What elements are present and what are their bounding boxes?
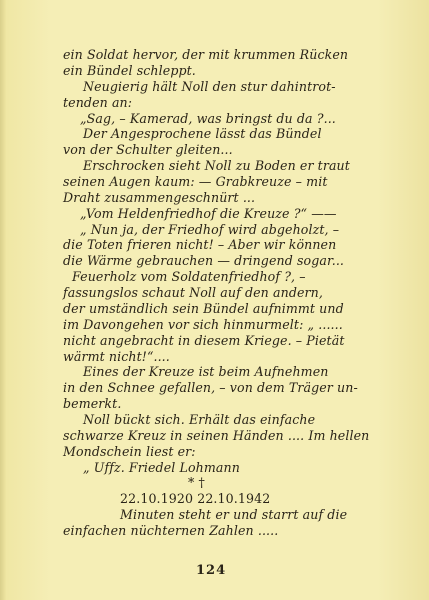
text-line-4: tenden an: — [63, 94, 133, 110]
text-line-25: schwarze Kreuz in seinen Händen .... Im hellen — [63, 427, 370, 443]
text-line-18: im Davongehen vor sich hinmurmelt: „ ...... — [63, 316, 343, 332]
text-line-13: die Toten frieren nicht! – Aber wir können — [63, 237, 337, 253]
text-line-31: einfachen nüchternen Zahlen ..... — [63, 523, 279, 538]
text-line-14: die Wärme gebrauchen — dringend sogar... — [63, 253, 345, 269]
text-line-1: ein Soldat hervor, der mit krummen Rücken — [63, 47, 349, 62]
text-line-24: Noll bückt sich. Erhält das einfache — [83, 411, 316, 427]
text-line-17: der umständlich sein Bündel aufnimmt und — [63, 300, 344, 316]
page-spine-shadow — [0, 0, 6, 600]
text-line-28: * † — [188, 475, 205, 491]
text-line-19: nicht angebracht in diesem Kriege. – Pietät — [63, 332, 345, 348]
text-line-20: wärmt nicht!“.... — [63, 348, 170, 364]
text-line-22: in den Schnee gefallen, – von dem Träger un- — [63, 380, 358, 396]
text-line-11: „Vom Heldenfriedhof die Kreuze ?“ —— — [80, 205, 337, 221]
text-line-30: Minuten steht er und starrt auf die — [120, 507, 348, 523]
text-line-9: seinen Augen kaum: — Grabkreuze – mit — [63, 173, 328, 189]
text-line-3: Neugierig hält Noll den stur dahintrot- — [83, 78, 336, 94]
text-line-23: bemerkt. — [63, 396, 122, 412]
text-line-29: 22.10.1920 22.10.1942 — [120, 491, 271, 507]
text-line-27: „ Uffz. Friedel Lohmann — [83, 459, 240, 475]
page-number: 124 — [196, 563, 227, 578]
text-line-16: fassungslos schaut Noll auf den andern, — [63, 285, 323, 300]
text-line-15: Feuerholz vom Soldatenfriedhof ?, – — [72, 269, 306, 285]
text-line-26: Mondschein liest er: — [63, 443, 196, 459]
text-line-2: ein Bündel schleppt. — [63, 62, 196, 78]
text-line-7: von der Schulter gleiten... — [63, 142, 233, 158]
text-line-6: Der Angesprochene lässt das Bündel — [83, 126, 322, 142]
text-line-8: Erschrocken sieht Noll zu Boden er traut — [83, 158, 350, 174]
text-line-10: Draht zusammengeschnürt ... — [63, 189, 256, 205]
text-line-5: „Sag, – Kamerad, was bringst du da ?... — [80, 110, 336, 126]
text-line-21: Eines der Kreuze ist beim Aufnehmen — [83, 364, 329, 380]
text-line-12: „ Nun ja, der Friedhof wird abgeholzt, – — [80, 221, 340, 237]
